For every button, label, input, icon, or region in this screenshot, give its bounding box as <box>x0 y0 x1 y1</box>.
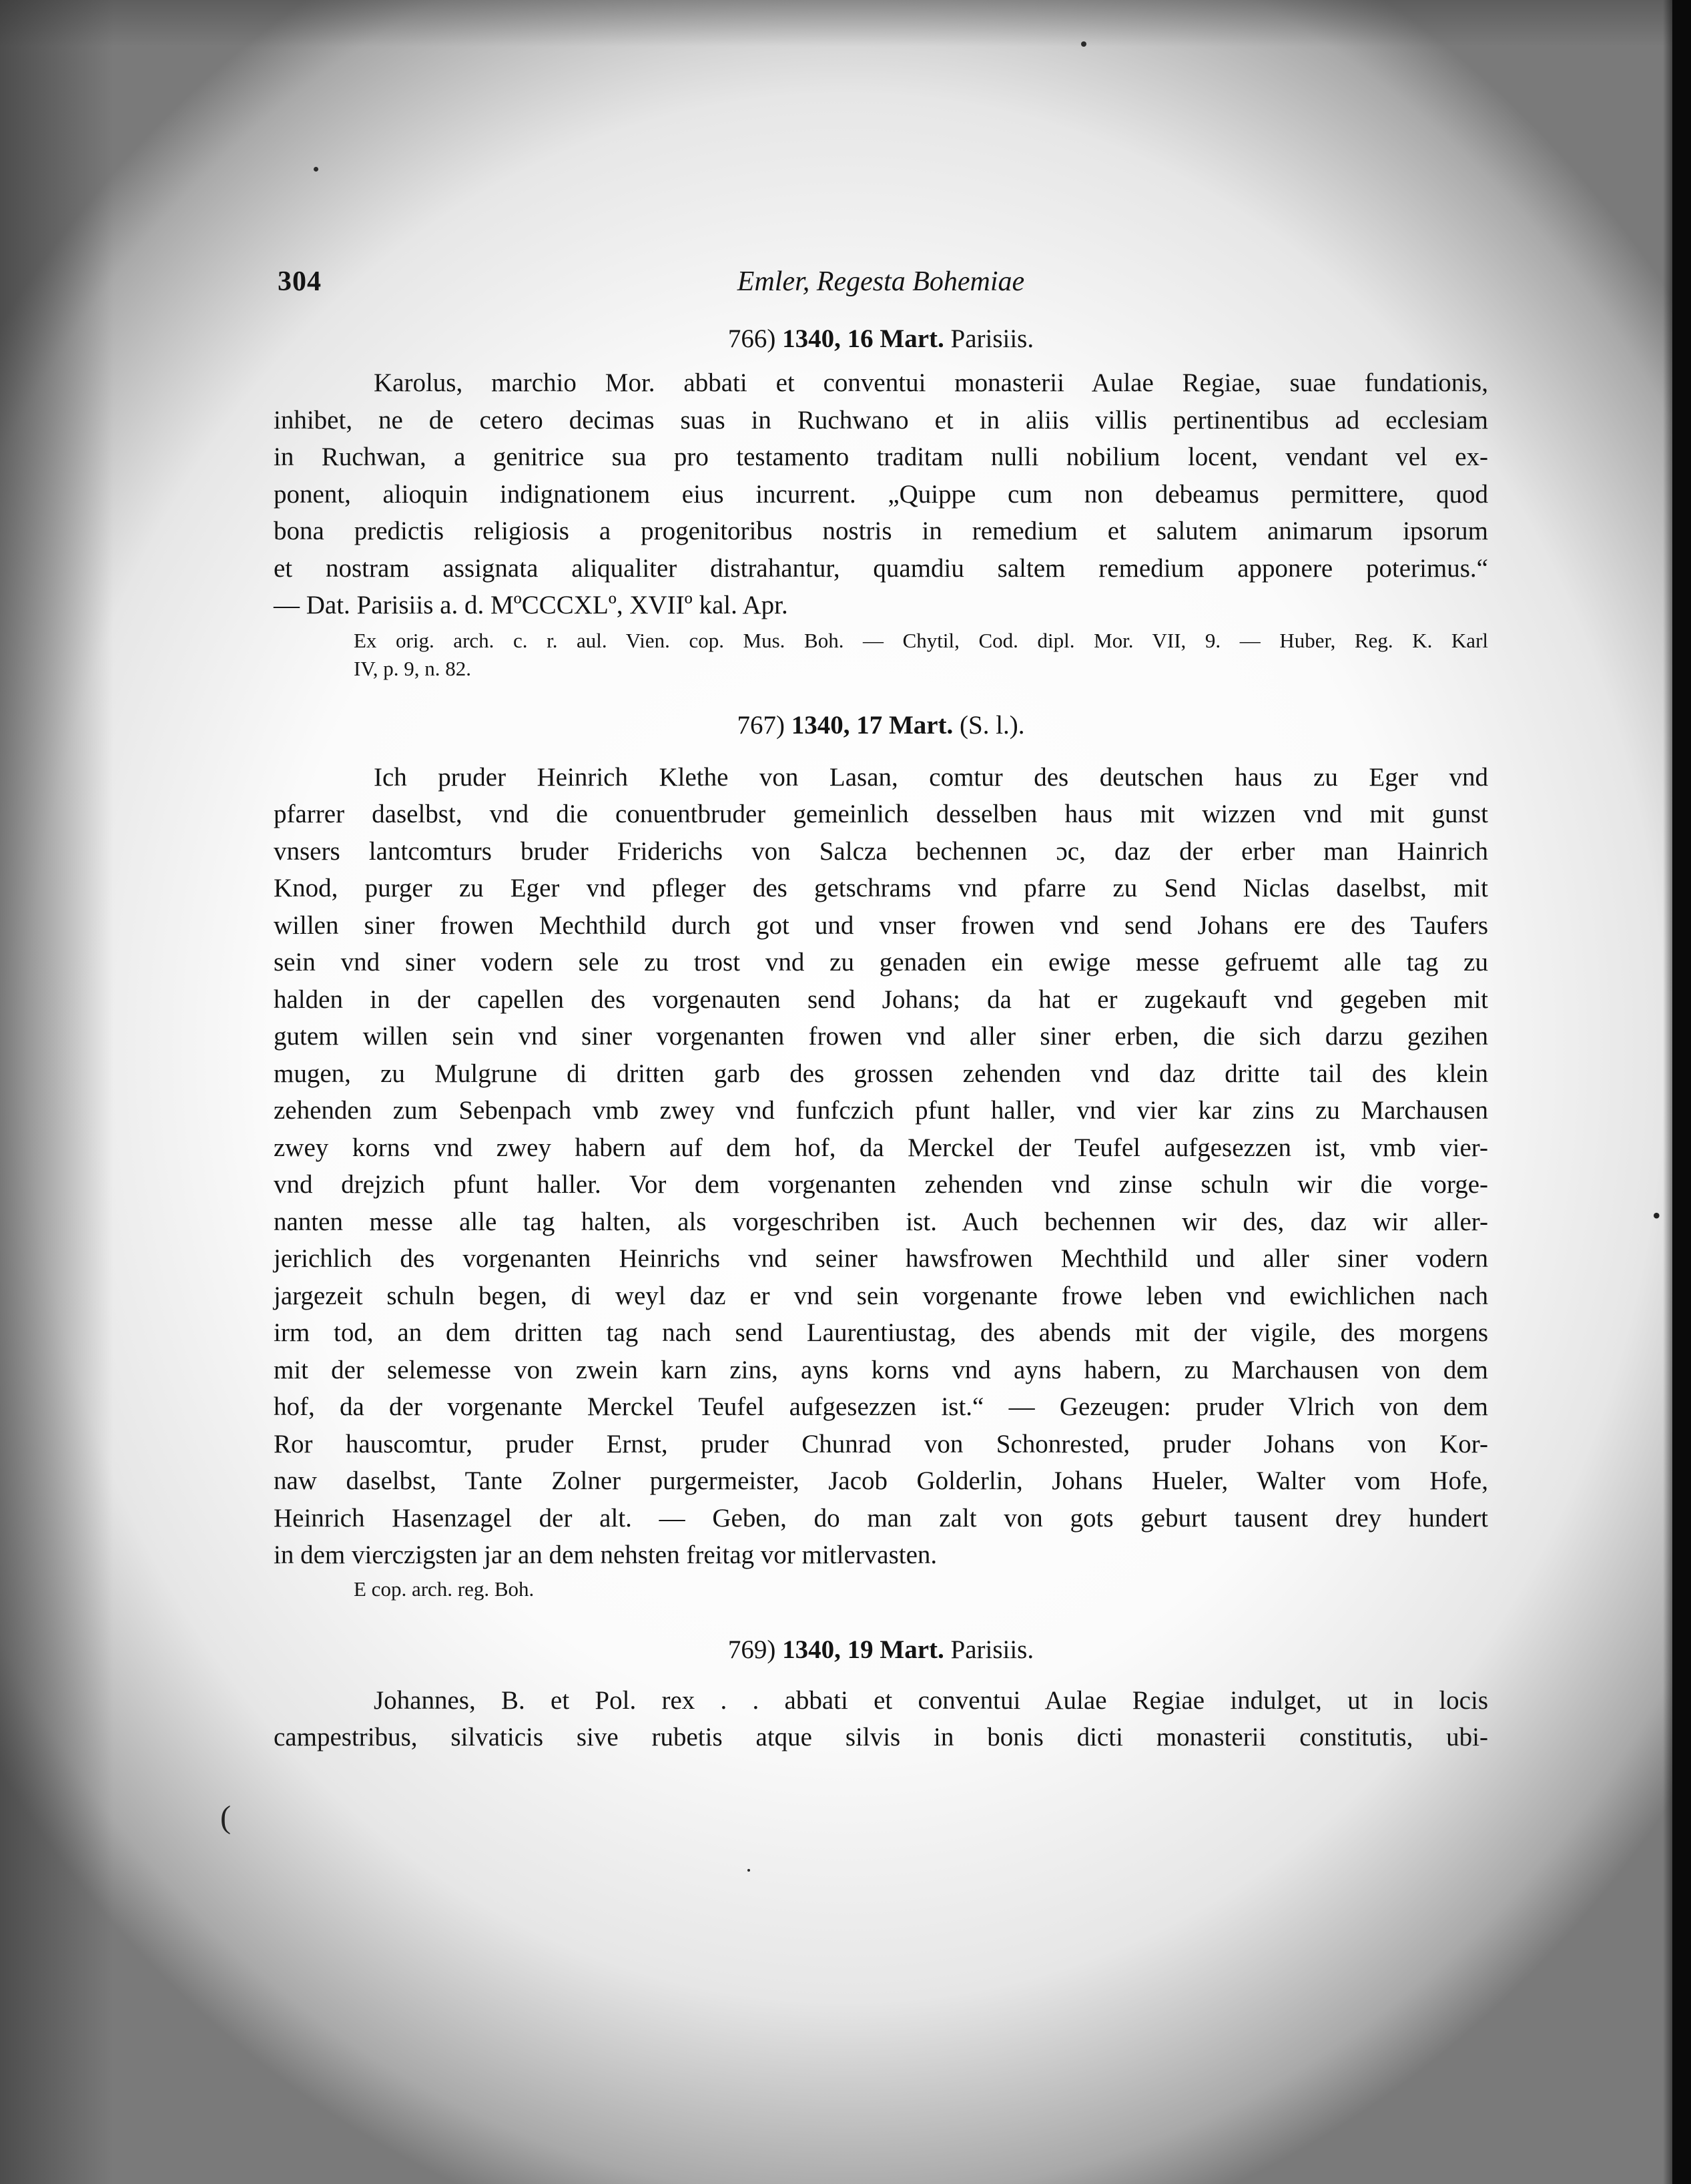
text-line: naw daselbst, Tante Zolner purgermeister, Jacob Golderlin, Johans Hueler, Walter vom Hofe, <box>274 1466 1488 1495</box>
text-line: Johannes, B. et Pol. rex . . abbati et conventui Aulae Regiae indulget, ut in locis <box>374 1685 1488 1715</box>
entry-number: 767) <box>737 710 785 740</box>
text-line: ponent, alioquin indignationem eius incurrent. „Quippe cum non debeamus permittere, quod <box>274 479 1488 509</box>
text-line: gutem willen sein vnd siner vorgenanten frowen vnd aller siner erben, die sich darzu gezihen <box>274 1022 1488 1051</box>
scan-shadow-top <box>0 0 1691 47</box>
text-line: willen siner frowen Mechthild durch got und vnser frowen vnd send Johans ere des Taufers <box>274 910 1488 940</box>
text-line: vnsers lantcomturs bruder Friderichs von Salcza bechennen ɔc, daz der erber man Hainrich <box>274 836 1488 866</box>
page-body <box>274 254 1488 1756</box>
text-line: et nostram assignata aliqualiter distrahantur, quamdiu saltem remedium apponere poterimus.“ <box>274 553 1488 583</box>
text-line: vnd drejzich pfunt haller. Vor dem vorgenanten zehenden vnd zinse schuln wir die vorge- <box>274 1170 1488 1199</box>
text-line: halden in der capellen des vorgenauten send Johans; da hat er zugekauft vnd gegeben mit <box>274 985 1488 1014</box>
scan-shadow-right <box>1663 0 1672 2184</box>
running-head <box>274 254 1488 314</box>
text-line: Knod, purger zu Eger vnd pfleger des getschrams vnd pfarre zu Send Niclas daselbst, mit <box>274 874 1488 902</box>
text-line: bona predictis religiosis a progenitoribus nostris in remedium et salutem animarum ipsorum <box>274 517 1488 545</box>
page-number: 304 <box>278 266 322 297</box>
margin-dot-mark: • <box>1652 1202 1661 1229</box>
entry-source <box>274 627 1488 683</box>
text-line: — Dat. Parisiis a. d. MºCCCXLº, XVIIº kal. Apr. <box>274 591 788 619</box>
text-line: pfarrer daselbst, vnd die conuentbruder gemeinlich desselben haus mit wizzen vnd mit gunst <box>274 800 1488 828</box>
text-line: sein vnd siner vodern sele zu trost vnd zu genaden ein ewige messe gefruemt alle tag zu <box>274 948 1488 977</box>
text-line: Heinrich Hasenzagel der alt. — Geben, do man zalt von gots geburt tausent drey hundert <box>274 1503 1488 1533</box>
text-line: jerichlich des vorgenanten Heinrichs vnd seiner hawsfrowen Mechthild und aller siner vodern <box>274 1244 1488 1273</box>
text-line: Karolus, marchio Mor. abbati et conventui monasterii Aulae Regiae, suae fundationis, <box>374 368 1488 397</box>
entry-number: 766) <box>727 324 776 353</box>
entry-date: 1340, 17 Mart. <box>791 710 954 740</box>
text-line: mit der selemesse von zwein karn zins, ayns korns vnd ayns habern, zu Marchausen von dem <box>274 1355 1488 1384</box>
text-line: irm tod, an dem dritten tag nach send Laurentiustag, des abends mit der vigile, des morgens <box>274 1318 1488 1347</box>
text-line: zwey korns vnd zwey habern auf dem hof, da Merckel der Teufel aufgesezzen ist, vmb vier- <box>274 1133 1488 1162</box>
entry-text <box>274 1682 1488 1756</box>
source-line: Ex orig. arch. c. r. aul. Vien. cop. Mus. Boh. — Chytil, Cod. dipl. Mor. VII, 9. — Huber, Reg. K. Karl <box>354 628 1488 652</box>
entry-place: (S. l.). <box>960 710 1025 740</box>
entry-place: Parisiis. <box>950 324 1034 353</box>
entry-text <box>274 759 1488 1574</box>
scan-shadow-left <box>0 0 113 2184</box>
entry-text <box>274 364 1488 624</box>
text-line: mugen, zu Mulgrune di dritten garb des grossen zehenden vnd daz dritte tail des klein <box>274 1059 1488 1088</box>
margin-bracket-mark: ( <box>220 1800 231 1835</box>
text-line: inhibet, ne de cetero decimas suas in Ruchwano et in aliis villis pertinentibus ad ecclesiam <box>274 405 1488 435</box>
entry-heading <box>274 706 1488 746</box>
text-line: zehenden zum Sebenpach vmb zwey vnd funfczich pfunt haller, vnd vier kar zins zu Marchausen <box>274 1096 1488 1125</box>
source-line: IV, p. 9, n. 82. <box>354 656 471 680</box>
entry-source <box>274 1575 1488 1603</box>
text-line: campestribus, silvaticis sive rubetis atque silvis in bonis dicti monasterii constitutis, ubi- <box>274 1723 1488 1751</box>
entry-heading <box>274 319 1488 359</box>
text-line: in Ruchwan, a genitrice sua pro testamento traditam nulli nobilium locent, vendant vel ex- <box>274 443 1488 471</box>
regest-entry <box>274 706 1488 1603</box>
regest-entry <box>274 1630 1488 1756</box>
running-title: Emler, Regesta Bohemiae <box>737 266 1025 297</box>
text-line: jargezeit schuln begen, di weyl daz er vnd sein vorgenante frowe leben vnd ewichlichen nach <box>274 1281 1488 1310</box>
entry-number: 769) <box>727 1635 776 1664</box>
text-line: in dem vierczigsten jar an dem nehsten freitag vor mitlervasten. <box>274 1541 938 1569</box>
text-line: nanten messe alle tag halten, als vorgeschriben ist. Auch bechennen wir des, daz wir aller- <box>274 1207 1488 1236</box>
entry-date: 1340, 16 Mart. <box>782 324 944 353</box>
entry-date: 1340, 19 Mart. <box>782 1635 944 1664</box>
scan-border-right <box>1672 0 1691 2184</box>
regest-entry <box>274 319 1488 683</box>
text-line: Ror hauscomtur, pruder Ernst, pruder Chunrad von Schonrested, pruder Johans von Kor- <box>274 1429 1488 1458</box>
source-line: E cop. arch. reg. Boh. <box>354 1577 535 1601</box>
text-line: hof, da der vorgenante Merckel Teufel aufgesezzen ist.“ — Gezeugen: pruder Vlrich von dem <box>274 1392 1488 1421</box>
text-line: Ich pruder Heinrich Klethe von Lasan, comtur des deutschen haus zu Eger vnd <box>374 762 1488 792</box>
entry-heading <box>274 1630 1488 1670</box>
entry-place: Parisiis. <box>950 1635 1034 1664</box>
